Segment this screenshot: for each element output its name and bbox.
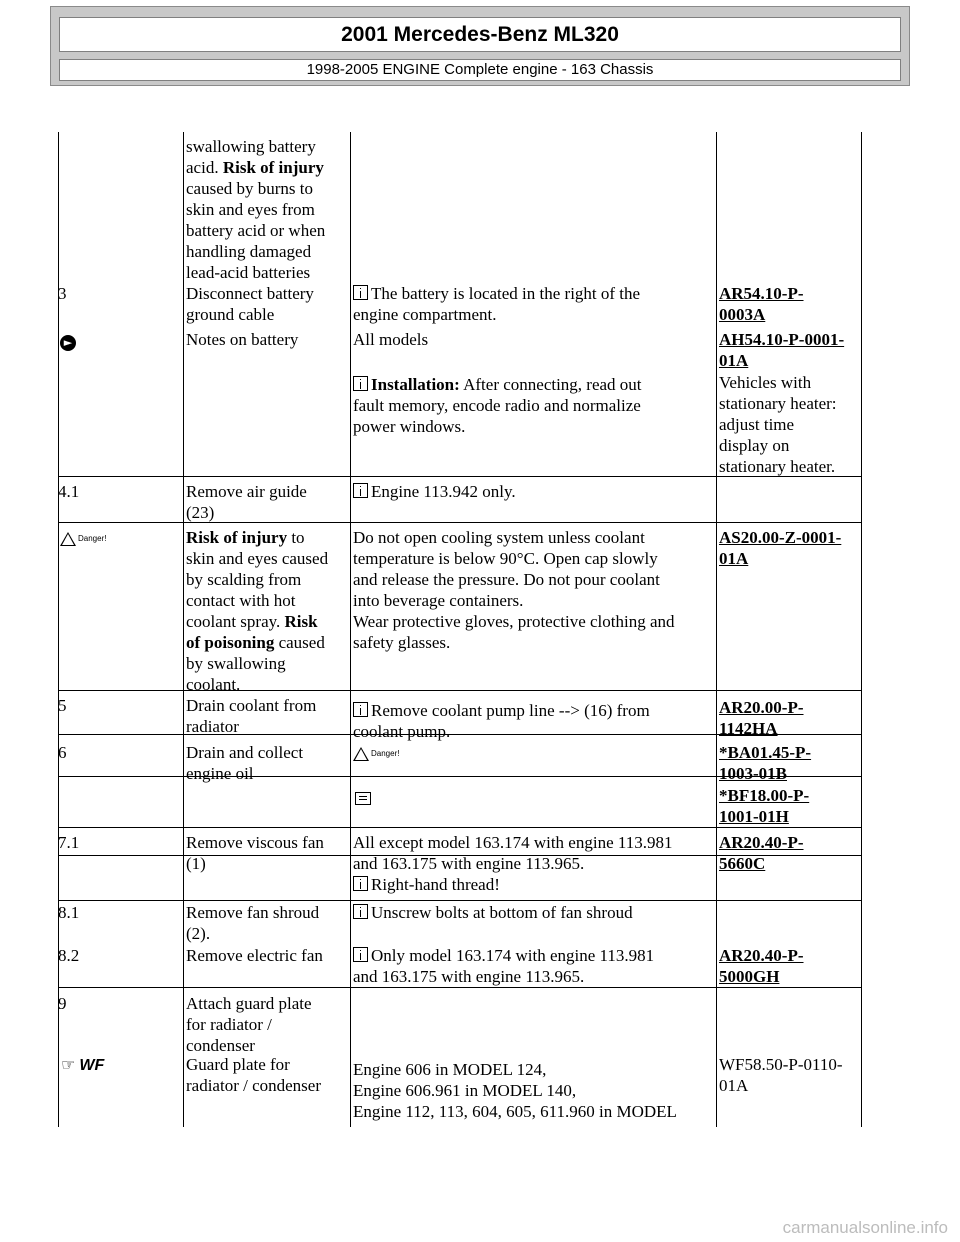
installation-note: Installation: After connecting, read out fault memory, encode radio and normalize power windows. xyxy=(353,375,642,436)
document-reference-icon: ► xyxy=(60,330,76,351)
operation-text: Attach guard plate for radiator / condenser xyxy=(186,994,312,1055)
operation-text: Drain coolant from radiator xyxy=(186,696,317,736)
operation-text: Notes on battery xyxy=(186,330,299,349)
col-line xyxy=(350,132,351,1127)
step-number: 7.1 xyxy=(58,833,80,852)
operation-text: Drain and collect engine oil xyxy=(186,743,304,783)
step-number: 5 xyxy=(58,696,67,715)
row-line xyxy=(58,827,862,828)
reference-link[interactable]: AR20.40-P- 5000GH xyxy=(719,946,804,986)
reference-link[interactable]: AH54.10-P-0001- 01A xyxy=(719,330,845,370)
note-icon xyxy=(353,376,368,391)
vehicle-note: Vehicles with stationary heater: adjust time display on stationary heater. xyxy=(719,373,837,476)
note-icon xyxy=(353,947,368,962)
step-number: 4.1 xyxy=(58,482,80,501)
col-line xyxy=(183,132,184,1127)
step-number: 8.1 xyxy=(58,903,80,922)
note-text: All except model 163.174 with engine 113.981 and 163.175 with engine 113.965. Right-hand thread! xyxy=(353,833,673,894)
note-icon xyxy=(353,876,368,891)
danger-icon: Danger! xyxy=(353,743,399,766)
note-text: Remove coolant pump line --> (16) from coolant pump. xyxy=(353,701,650,741)
document-header xyxy=(50,6,910,86)
operation-text: Remove air guide (23) xyxy=(186,482,307,522)
note-icon xyxy=(353,483,368,498)
site-watermark: carmanualsonline.info xyxy=(782,1218,948,1237)
note-icon xyxy=(353,702,368,717)
note-icon xyxy=(353,285,368,300)
note-text: Only model 163.174 with engine 113.981 and 163.175 with engine 113.965. xyxy=(353,946,655,986)
note-icon xyxy=(353,904,368,919)
operation-text: Guard plate for radiator / condenser xyxy=(186,1055,321,1095)
note-text: Do not open cooling system unless coolant temperature is below 90°C. Open cap slowly and release the pressure. Do not pour coolant into beverage containers. Wear protective gloves, protective clothing and safety glasses. xyxy=(353,528,675,652)
reference-link[interactable]: AS20.00-Z-0001- 01A xyxy=(719,528,842,568)
reference-link[interactable]: *BA01.45-P- 1003-01B xyxy=(719,743,812,783)
note-text: Engine 606 in MODEL 124, Engine 606.961 in MODEL 140, Engine 112, 113, 604, 605, 611.960 in MODEL xyxy=(353,1060,677,1121)
row-line xyxy=(58,900,862,901)
note-text: Unscrew bolts at bottom of fan shroud xyxy=(353,902,633,923)
note-text: The battery is located in the right of the engine compartment. xyxy=(353,284,641,324)
col-line xyxy=(716,132,717,1127)
procedure-table xyxy=(58,132,862,1127)
col-line xyxy=(861,132,862,1127)
step-number: 8.2 xyxy=(58,946,80,965)
reference-link[interactable]: AR20.00-P- 1142HA xyxy=(719,698,804,738)
hazard-text: Risk of injury to skin and eyes caused by scalding from contact with hot coolant spray. Risk of poisoning caused by swallowing coolant. xyxy=(186,528,329,694)
document-title: 2001 Mercedes-Benz ML320 xyxy=(59,17,901,52)
operation-text: Disconnect battery ground cable xyxy=(186,284,314,324)
row-line xyxy=(58,690,862,691)
reference-link[interactable]: AR20.40-P- 5660C xyxy=(719,833,804,873)
workshop-tool-icon: ☞ WF xyxy=(61,1057,105,1074)
step-number: 6 xyxy=(58,743,67,762)
step-number: 3 xyxy=(58,284,67,303)
operation-text: Remove electric fan xyxy=(186,946,323,965)
reference-link[interactable]: AR54.10-P- 0003A xyxy=(719,284,804,324)
document-icon xyxy=(355,789,371,810)
row-line xyxy=(58,987,862,988)
step-number: 9 xyxy=(58,994,67,1013)
document-subtitle: 1998-2005 ENGINE Complete engine - 163 Chassis xyxy=(59,59,901,81)
col-line xyxy=(58,132,59,1127)
tool-reference: WF58.50-P-0110- 01A xyxy=(719,1055,843,1095)
reference-link[interactable]: *BF18.00-P- 1001-01H xyxy=(719,786,810,826)
note-text: All models xyxy=(353,330,429,349)
danger-icon: Danger! xyxy=(60,528,106,551)
operation-text: Remove viscous fan (1) xyxy=(186,833,324,873)
note-text: Engine 113.942 only. xyxy=(353,481,516,502)
row-line xyxy=(58,522,862,523)
hazard-continuation: swallowing battery acid. Risk of injury caused by burns to skin and eyes from battery acid or when handling damaged lead-acid batteries xyxy=(186,137,326,282)
operation-text: Remove fan shroud (2). xyxy=(186,903,320,943)
